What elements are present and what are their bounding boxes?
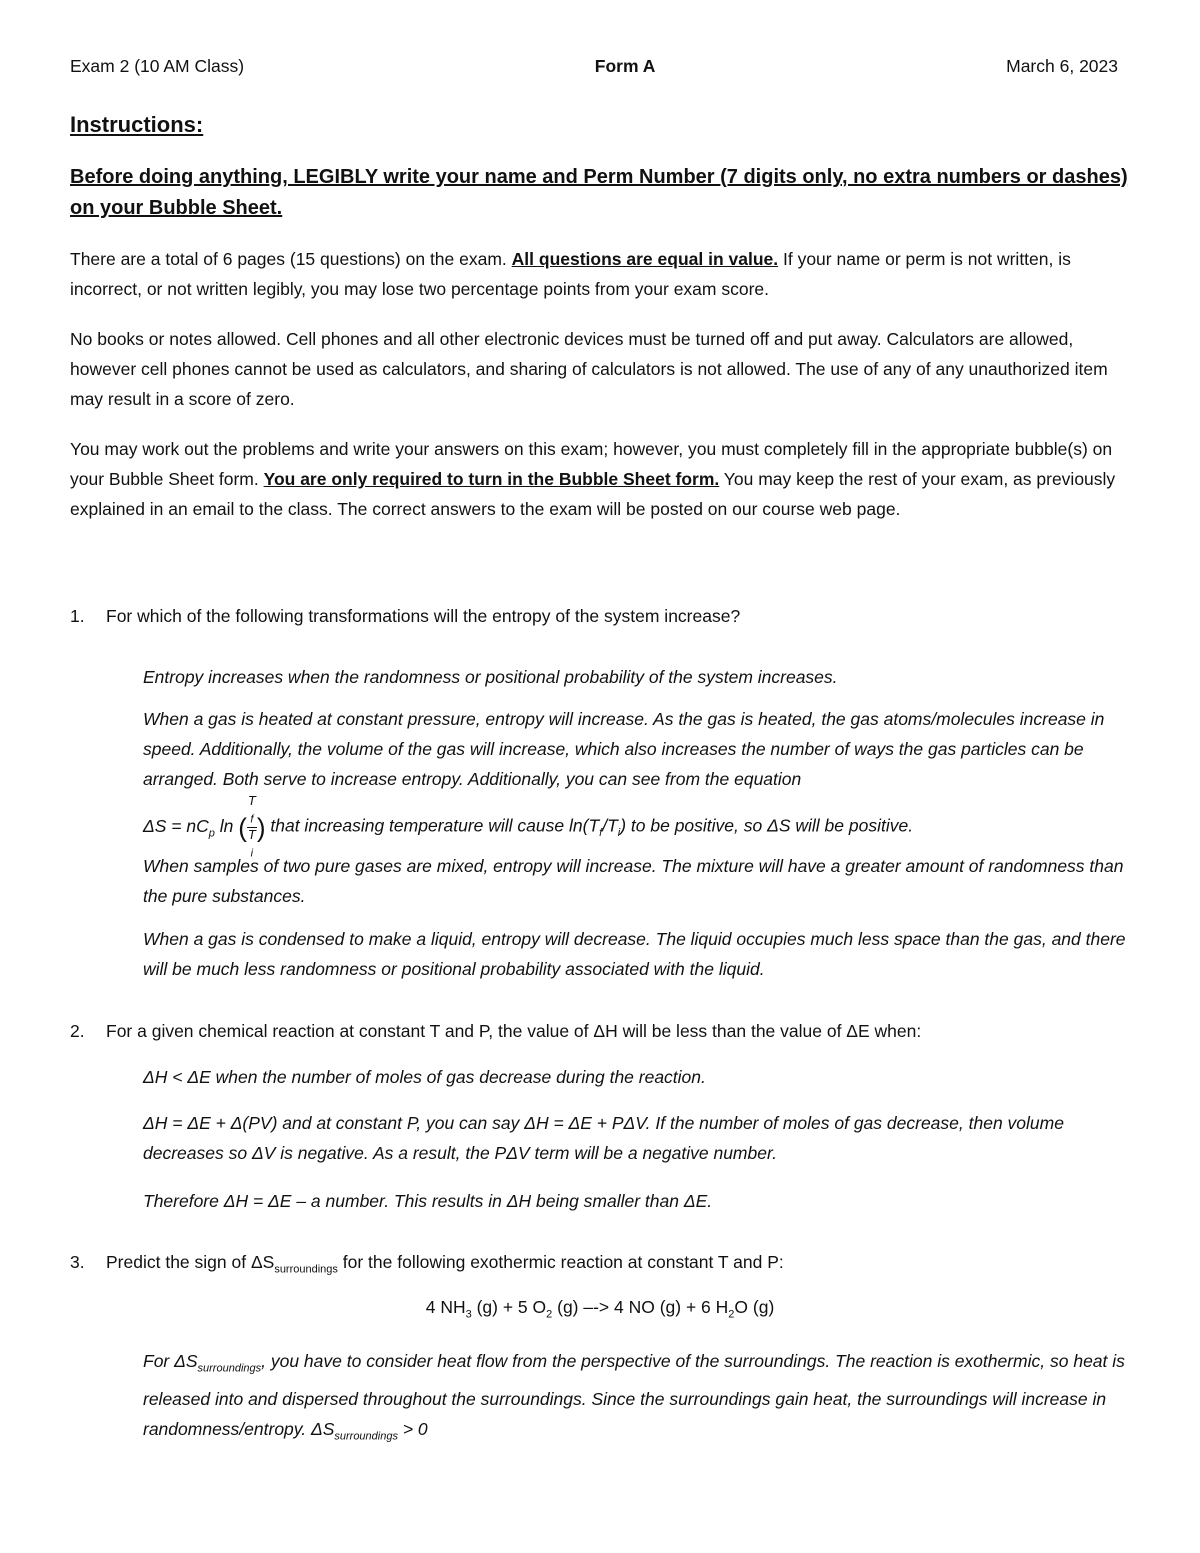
name-perm-warning: Before doing anything, LEGIBLY write your name and Perm Number (7 digits only, no extra numbers or dashes) on your Bubble Sheet. — [70, 166, 1128, 219]
header-form: Form A — [594, 56, 656, 76]
answer-2-line-2: ΔH = ΔE + Δ(PV) and at constant P, you can say ΔH = ΔE + PΔV. If the number of moles of gas decrease, then volume decreases so ΔV is negative. As a result, the PΔV term will be a negative number. — [143, 1113, 1064, 1163]
reaction-equation: 4 $NH_3$ (g) + 5 $O_2$ (g) –-> 4 NO (g) + 6 $H_2O$ (g) — [425, 1297, 775, 1321]
answer-1-line-2: When a gas is heated at constant pressure, entropy will increase. As the gas is heated, the gas atoms/molecules increase in speed. Additionally, the volume of the gas will increase, which also increases the number of ways the gas particles can be arranged. Both serve to increase entropy. Additionally, you can see from the equation $\Delta S = nC_p$ ln ( T $_f$ T $_i$ ) that increasing temperature will cause $\ln(T_f/T_i)$ to be positive, so ΔS will be positive. — [143, 709, 1105, 860]
paragraph-exam-info: There are a total of 6 pages (15 questions) on the exam. All questions are equal in value. If your name or perm is not written, is incorrect, or not written legibly, you may lose two percentage points from your exam score. — [70, 249, 1071, 299]
question-2: 2. For a given chemical reaction at constant T and P, the value of ΔH will be less than the value of ΔE when: — [70, 1021, 922, 1041]
question-1: 1. For which of the following transformations will the entropy of the system increase? — [70, 606, 741, 626]
header-exam-name: Exam 2 (10 AM Class) — [70, 56, 245, 76]
answer-1-line-3: When samples of two pure gases are mixed, entropy will increase. The mixture will have a greater amount of randomness than the pure substances. — [143, 856, 1124, 906]
equal-value-note: All questions are equal in value. — [511, 249, 779, 269]
answer-2-line-3: Therefore ΔH = ΔE – a number. This results in ΔH being smaller than ΔE. — [143, 1191, 713, 1211]
question-3: 3. Predict the sign of $\Delta S_{surroundings}$ for the following exothermic reaction at constant T and P: — [70, 1252, 784, 1276]
answer-3: For $\Delta S_{surroundings}$, you have to consider heat flow from the perspective of the surroundings. The reaction is exothermic, so heat is released into and dispersed throughout the surroundings. Since the surroundings gain heat, the surroundings will increase in randomness/entropy. $\Delta S_{surroundings} > 0$ — [143, 1351, 1125, 1442]
header-date: March 6, 2023 — [1006, 56, 1118, 76]
temperature-ratio: T $_f$ T $_i$ — [247, 793, 256, 860]
turn-in-note: You are only required to turn in the Bubble Sheet form. — [263, 469, 720, 489]
paragraph-allowed-items: No books or notes allowed. Cell phones and all other electronic devices must be turned off and put away. Calculators are allowed, however cell phones cannot be used as calculators, and sharing of calculators is not allowed. The use of any of any unauthorized item may result in a score of zero. — [70, 329, 1108, 409]
answer-1-line-1: Entropy increases when the randomness or positional probability of the system increases. — [143, 667, 838, 687]
entropy-equation: $\Delta S = nC_p$ ln ( T $_f$ T $_i$ ) — [143, 793, 266, 860]
answer-1-line-4: When a gas is condensed to make a liquid, entropy will decrease. The liquid occupies much less space than the gas, and there will be much less randomness or positional probability associated with the liquid. — [143, 929, 1126, 979]
answer-2-line-1: ΔH < ΔE when the number of moles of gas decrease during the reaction. — [143, 1067, 706, 1087]
instructions-title: Instructions: — [70, 112, 204, 137]
paragraph-bubble-sheet: You may work out the problems and write your answers on this exam; however, you must completely fill in the appropriate bubble(s) on your Bubble Sheet form. You are only required to turn in the Bubble Sheet form. You may keep the rest of your exam, as previously explained in an email to the class. The correct answers to the exam will be posted on our course web page. — [70, 439, 1116, 519]
page-header — [70, 56, 1118, 77]
